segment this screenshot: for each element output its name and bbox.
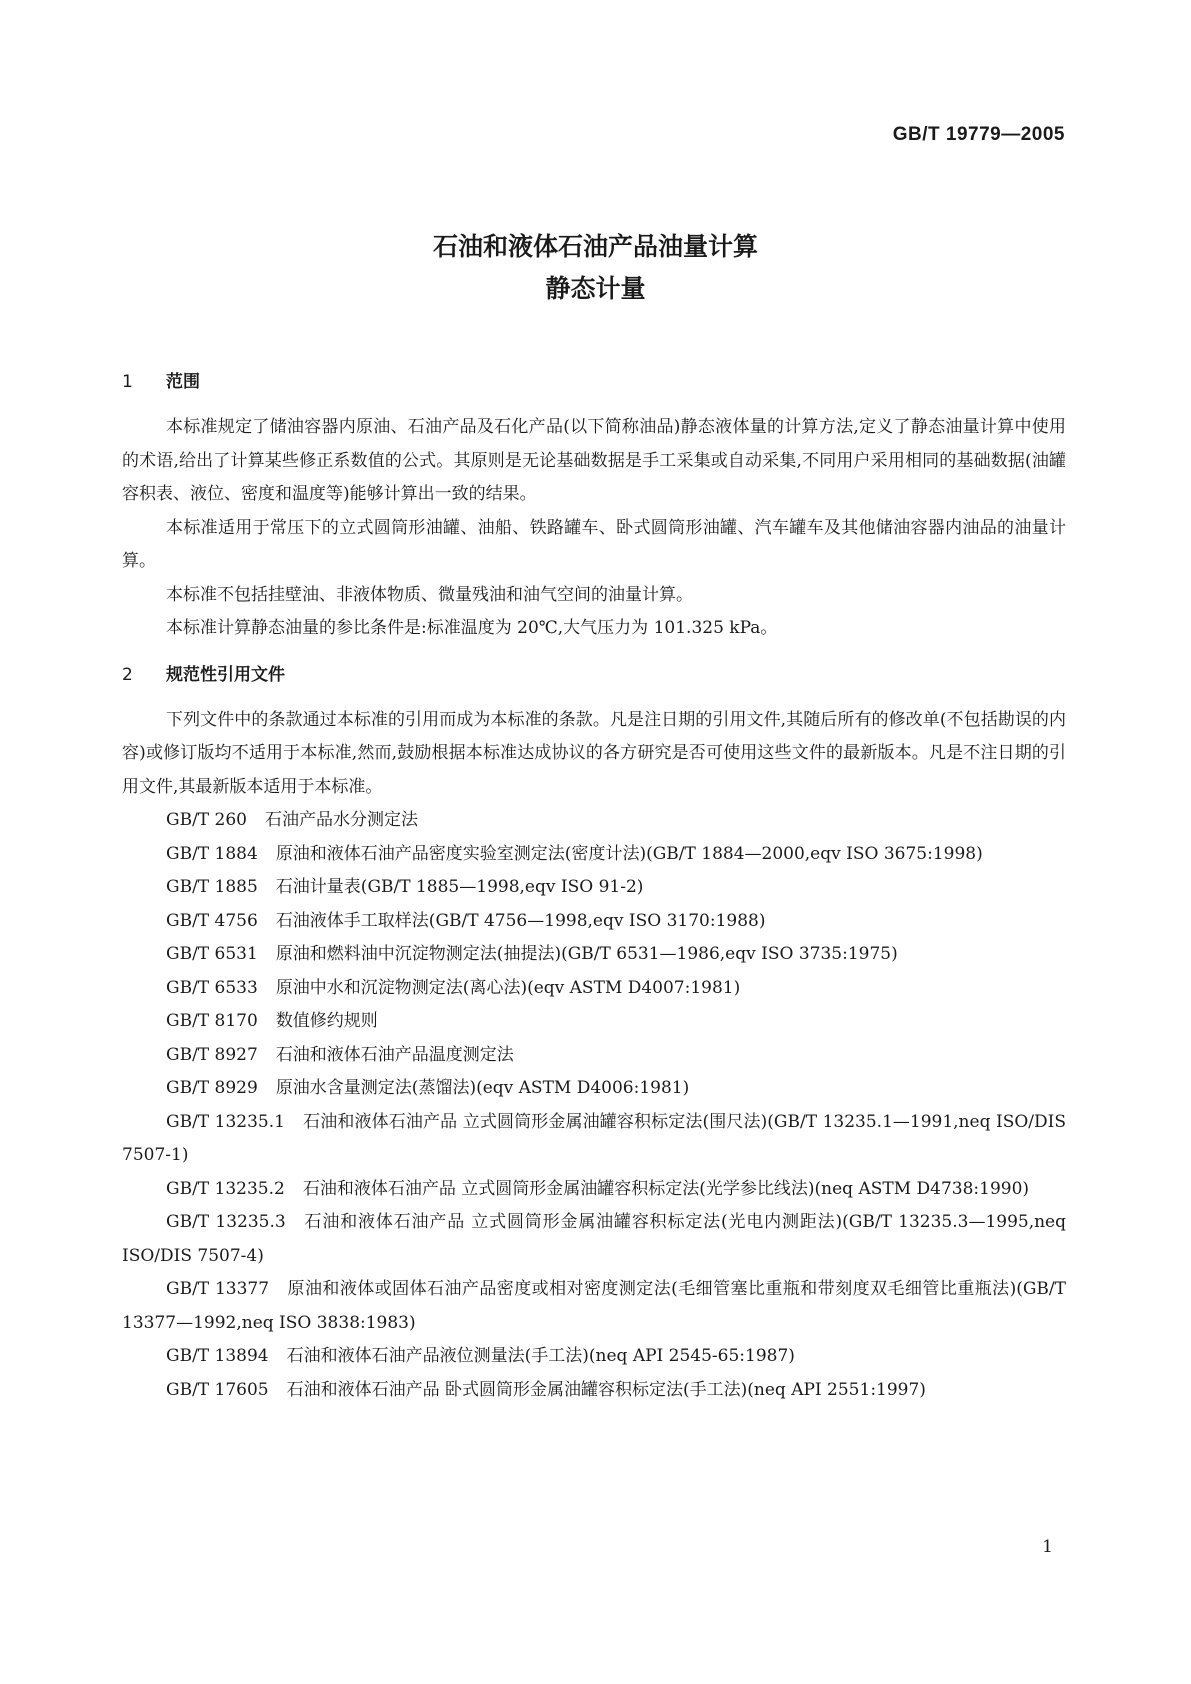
reference-code: GB/T 1885 bbox=[166, 877, 258, 897]
reference-item bbox=[122, 972, 1066, 1006]
page-number: 1 bbox=[1042, 1537, 1053, 1557]
reference-code: GB/T 4756 bbox=[166, 910, 258, 931]
scope-paragraph: 本标准适用于常压下的立式圆筒形油罐、油船、铁路罐车、卧式圆筒形油罐、汽车罐车及其他储油容器内油品的油量计算。 bbox=[122, 517, 1066, 571]
reference-title: 石油计量表(GB/T 1885—1998,eqv ISO 91-2) bbox=[275, 877, 644, 897]
references-intro: 下列文件中的条款通过本标准的引用而成为本标准的条款。凡是注日期的引用文件,其随后所有的修改单(不包括勘误的内容)或修订版均不适用于本标准,然而,鼓励根据本标准达成协议的各方研究是否可使用这些文件的最新版本。凡是不注日期的引用文件,其最新版本适用于本标准。 bbox=[122, 709, 1066, 797]
reference-item bbox=[122, 1072, 1066, 1106]
reference-code: GB/T 1884 bbox=[166, 843, 258, 864]
section-2-heading bbox=[122, 660, 1066, 690]
section-1-number: 1 bbox=[122, 372, 133, 392]
reference-item bbox=[122, 938, 1066, 972]
reference-code: GB/T 6533 bbox=[166, 977, 258, 998]
reference-item bbox=[122, 905, 1066, 939]
reference-title: 石油和液体石油产品 立式圆筒形金属油罐容积标定法(光电内测距法)(GB/T 13235.3—1995,neq ISO/DIS 7507-4) bbox=[122, 1212, 1067, 1266]
reference-item bbox=[122, 804, 1066, 838]
reference-code: GB/T 13235.3 bbox=[166, 1212, 286, 1232]
reference-code: GB/T 13235.1 bbox=[166, 1111, 285, 1132]
reference-title: 原油和燃料油中沉淀物测定法(抽提法)(GB/T 6531—1986,eqv ISO 3735:1975) bbox=[275, 944, 898, 964]
standard-number: GB/T 19779—2005 bbox=[892, 124, 1065, 145]
reference-title: 石油和液体石油产品 立式圆筒形金属油罐容积标定法(围尺法)(GB/T 13235.1—1991,neq ISO/DIS 7507-1) bbox=[122, 1111, 1066, 1165]
scope-paragraph: 本标准计算静态油量的参比条件是:标准温度为 20℃,大气压力为 101.325 kPa。 bbox=[166, 618, 778, 638]
reference-item bbox=[122, 1340, 1066, 1374]
reference-code: GB/T 17605 bbox=[166, 1379, 269, 1400]
title-line-2: 静态计量 bbox=[545, 274, 646, 303]
reference-code: GB/T 13235.2 bbox=[166, 1178, 285, 1199]
reference-item bbox=[122, 1106, 1066, 1173]
section-1-title: 范围 bbox=[166, 372, 200, 392]
reference-list bbox=[122, 804, 1066, 1407]
reference-title: 原油中水和沉淀物测定法(离心法)(eqv ASTM D4007:1981) bbox=[275, 977, 741, 998]
reference-title: 石油和液体石油产品 卧式圆筒形金属油罐容积标定法(手工法)(neq API 2551:1997) bbox=[286, 1379, 926, 1400]
reference-item bbox=[122, 1374, 1066, 1408]
reference-code: GB/T 6531 bbox=[166, 944, 258, 964]
reference-title: 原油和液体石油产品密度实验室测定法(密度计法)(GB/T 1884—2000,eqv ISO 3675:1998) bbox=[275, 843, 983, 864]
reference-code: GB/T 8929 bbox=[166, 1078, 258, 1098]
section-2-title: 规范性引用文件 bbox=[166, 664, 285, 685]
reference-title: 石油和液体石油产品液位测量法(手工法)(neq API 2545-65:1987) bbox=[286, 1346, 795, 1366]
reference-item bbox=[122, 838, 1066, 872]
reference-title: 石油和液体石油产品 立式圆筒形金属油罐容积标定法(光学参比线法)(neq ASTM D4738:1990) bbox=[302, 1178, 1030, 1199]
reference-title: 石油液体手工取样法(GB/T 4756—1998,eqv ISO 3170:1988) bbox=[275, 910, 766, 931]
reference-code: GB/T 8927 bbox=[166, 1044, 258, 1065]
reference-title: 数值修约规则 bbox=[275, 1011, 378, 1031]
reference-item bbox=[122, 1039, 1066, 1073]
reference-code: GB/T 8170 bbox=[166, 1011, 258, 1031]
reference-title: 石油产品水分测定法 bbox=[265, 810, 418, 830]
document-body bbox=[122, 367, 1066, 1407]
reference-item bbox=[122, 1173, 1066, 1207]
section-1-heading bbox=[122, 367, 1066, 397]
reference-title: 原油水含量测定法(蒸馏法)(eqv ASTM D4006:1981) bbox=[275, 1078, 690, 1098]
scope-paragraph: 本标准不包括挂壁油、非液体物质、微量残油和油气空间的油量计算。 bbox=[166, 584, 693, 605]
section-2-number: 2 bbox=[122, 664, 133, 685]
reference-item bbox=[122, 1273, 1066, 1340]
reference-item bbox=[122, 871, 1066, 905]
document-title bbox=[0, 226, 1191, 310]
reference-title: 原油和液体或固体石油产品密度或相对密度测定法(毛细管塞比重瓶和带刻度双毛细管比重瓶法)(GB/T 13377—1992,neq ISO 3838:1983) bbox=[122, 1279, 1066, 1333]
reference-code: GB/T 13377 bbox=[166, 1279, 270, 1299]
reference-code: GB/T 260 bbox=[166, 810, 247, 830]
reference-code: GB/T 13894 bbox=[166, 1346, 269, 1366]
reference-item bbox=[122, 1206, 1066, 1273]
reference-title: 石油和液体石油产品温度测定法 bbox=[275, 1044, 514, 1065]
reference-item bbox=[122, 1005, 1066, 1039]
title-line-1: 石油和液体石油产品油量计算 bbox=[432, 232, 758, 261]
scope-paragraph: 本标准规定了储油容器内原油、石油产品及石化产品(以下简称油品)静态液体量的计算方法,定义了静态油量计算中使用的术语,给出了计算某些修正系数值的公式。其原则是无论基础数据是手工采集或自动采集,不同用户采用相同的基础数据(油罐容积表、液位、密度和温度等)能够计算出一致的结果。 bbox=[122, 417, 1066, 504]
